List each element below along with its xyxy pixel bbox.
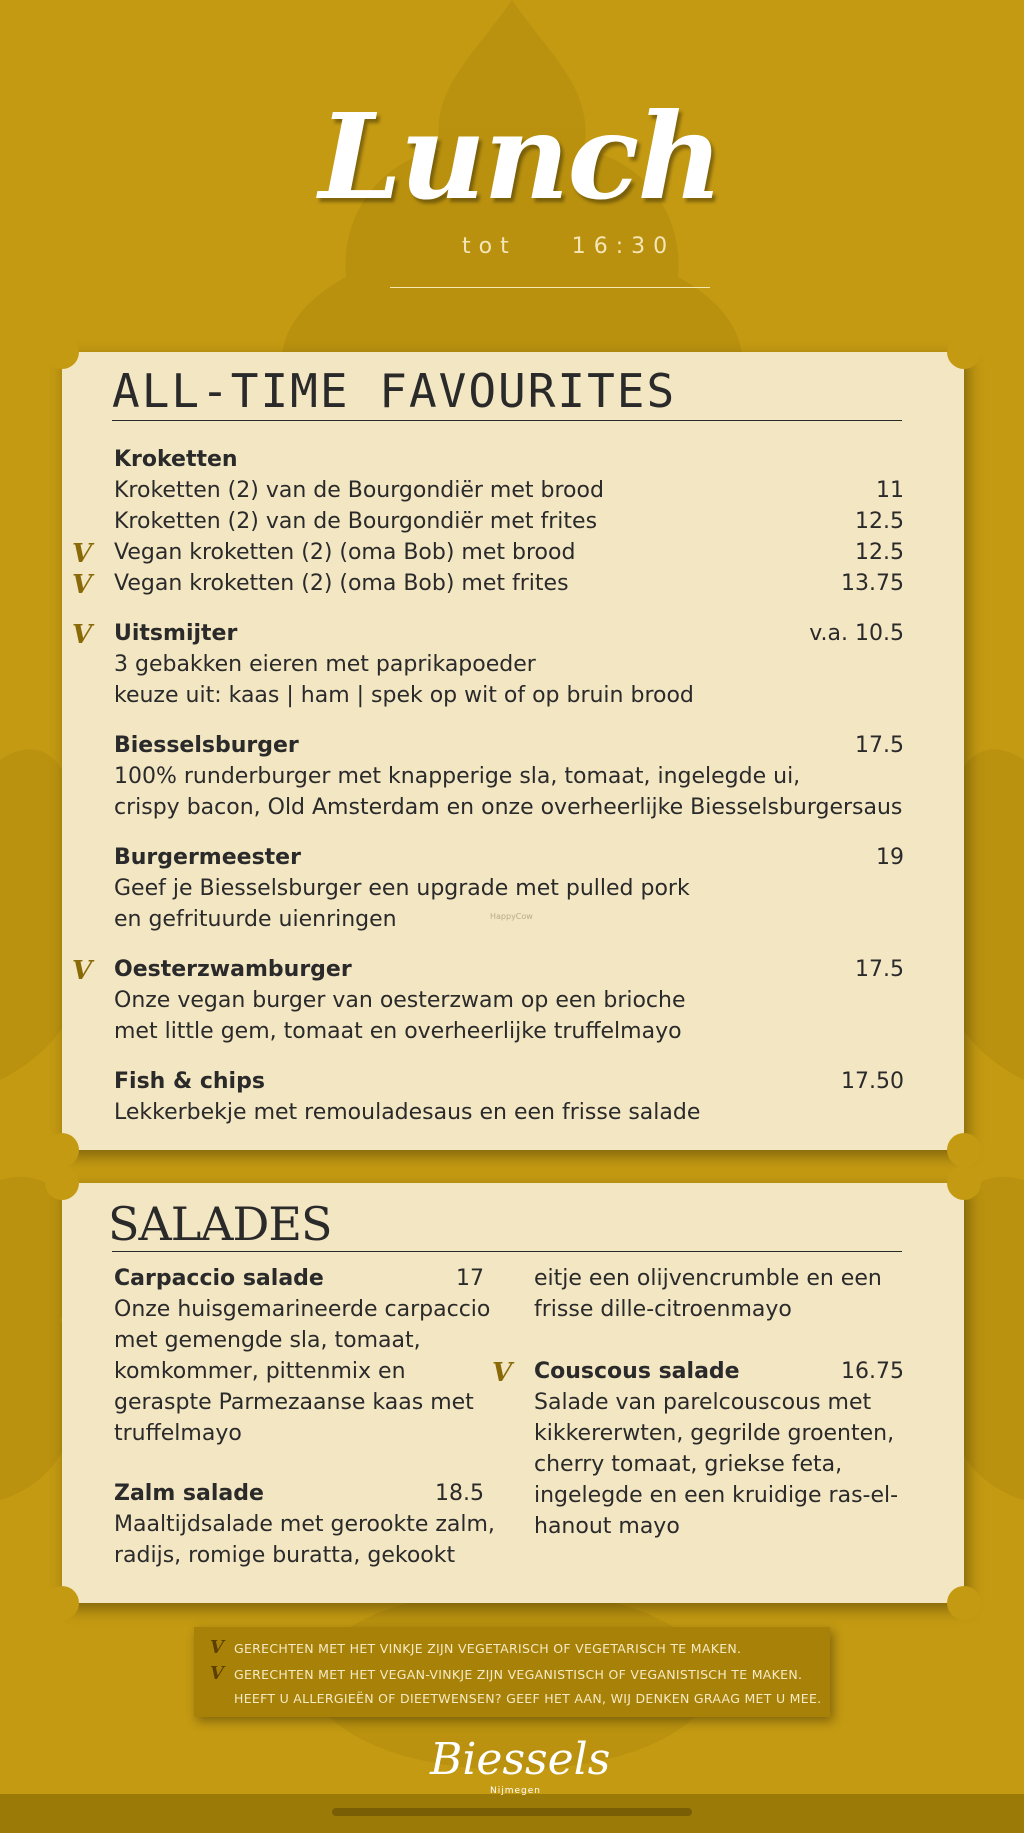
menu-description: met little gem, tomaat en overheerlijke truffelmayo [114, 1019, 682, 1044]
favourites-divider [112, 420, 902, 421]
menu-description: crispy bacon, Old Amsterdam en onze overheerlijke Biesselsburgersaus [114, 795, 903, 820]
menu-description: frisse dille-citroenmayo [534, 1297, 792, 1322]
lunch-time-subtitle: tot 16:30 [462, 234, 676, 259]
vegan-mark-icon: V [210, 1663, 224, 1684]
menu-description: keuze uit: kaas | ham | spek op wit of op bruin brood [114, 683, 694, 708]
menu-row: V Vegan kroketten (2) (oma Bob) met brood 12.5 [72, 539, 904, 569]
menu-description: geraspte Parmezaanse kaas met [114, 1390, 474, 1415]
vegan-mark-icon: V [492, 1358, 513, 1388]
menu-row: Kroketten (2) van de Bourgondiër met brood 11 [114, 478, 904, 503]
carpaccio-title: Carpaccio salade 17 [114, 1266, 484, 1291]
biesselsburger-title: Biesselsburger 17.5 [114, 733, 904, 758]
menu-description: cherry tomaat, griekse feta, [534, 1452, 843, 1477]
favourites-heading: ALL-TIME FAVOURITES [112, 364, 677, 418]
couscous-title: V Couscous salade 16.75 [492, 1358, 904, 1388]
menu-description: Lekkerbekje met remouladesaus en een frisse salade [114, 1100, 701, 1125]
menu-description: Maaltijdsalade met gerookte zalm, [114, 1512, 495, 1537]
vegan-mark-icon: V [72, 620, 93, 650]
salades-card [62, 1183, 964, 1603]
menu-description: truffelmayo [114, 1421, 242, 1446]
zalm-title: Zalm salade 18.5 [114, 1481, 484, 1506]
menu-description: en gefrituurde uienringen [114, 907, 397, 932]
menu-description: komkommer, pittenmix en [114, 1359, 406, 1384]
menu-description: Onze huisgemarineerde carpaccio [114, 1297, 491, 1322]
menu-row: Kroketten (2) van de Bourgondiër met frites 12.5 [114, 509, 904, 534]
menu-description: kikkererwten, gegrilde groenten, [534, 1421, 895, 1446]
menu-description: eitje een olijvencrumble en een [534, 1266, 882, 1291]
oesterzwamburger-title: V Oesterzwamburger 17.5 [72, 956, 904, 986]
vegan-mark-icon: V [72, 539, 93, 569]
logo-city: Nijmegen [490, 1786, 541, 1796]
vegan-mark-icon: V [72, 956, 93, 986]
lunch-title-block [310, 60, 730, 260]
salades-heading: SALADES [108, 1197, 332, 1251]
menu-description: hanout mayo [534, 1514, 680, 1539]
note-vegetarian: GERECHTEN MET HET VINKJE ZIJN VEGETARISCH OF VEGETARISCH TE MAKEN. [234, 1641, 742, 1656]
lunch-title: Lunch [318, 87, 722, 226]
vegan-mark-icon: V [72, 570, 93, 600]
menu-description: Salade van parelcouscous met [534, 1390, 872, 1415]
kroketten-title: Kroketten [114, 447, 238, 472]
happycow-watermark: HappyCow [490, 912, 533, 921]
fish-chips-title: Fish & chips 17.50 [114, 1069, 904, 1094]
title-divider [390, 287, 710, 288]
vegetarian-mark-icon: V [210, 1637, 224, 1658]
uitsmijter-title: V Uitsmijter v.a. 10.5 [72, 620, 904, 650]
menu-description: radijs, romige buratta, gekookt [114, 1543, 456, 1568]
menu-row: V Vegan kroketten (2) (oma Bob) met frites 13.75 [72, 570, 904, 600]
dietary-notes-box [194, 1627, 830, 1717]
burgermeester-title: Burgermeester 19 [114, 845, 904, 870]
menu-description: 100% runderburger met knapperige sla, tomaat, ingelegde ui, [114, 764, 801, 789]
biessels-logo: Biessels [430, 1734, 611, 1785]
home-indicator[interactable] [332, 1808, 692, 1816]
salades-divider [112, 1251, 902, 1252]
menu-description: 3 gebakken eieren met paprikapoeder [114, 652, 536, 677]
menu-description: Geef je Biesselsburger een upgrade met pulled pork [114, 876, 690, 901]
favourites-card [62, 352, 964, 1150]
menu-description: ingelegde en een kruidige ras-el- [534, 1483, 899, 1508]
note-vegan: GERECHTEN MET HET VEGAN-VINKJE ZIJN VEGANISTISCH OF VEGANISTISCH TE MAKEN. [234, 1667, 803, 1682]
menu-description: met gemengde sla, tomaat, [114, 1328, 421, 1353]
menu-description: Onze vegan burger van oesterzwam op een brioche [114, 988, 686, 1013]
note-allergies: HEEFT U ALLERGIEËN OF DIEETWENSEN? GEEF HET AAN, WIJ DENKEN GRAAG MET U MEE. [234, 1691, 822, 1706]
